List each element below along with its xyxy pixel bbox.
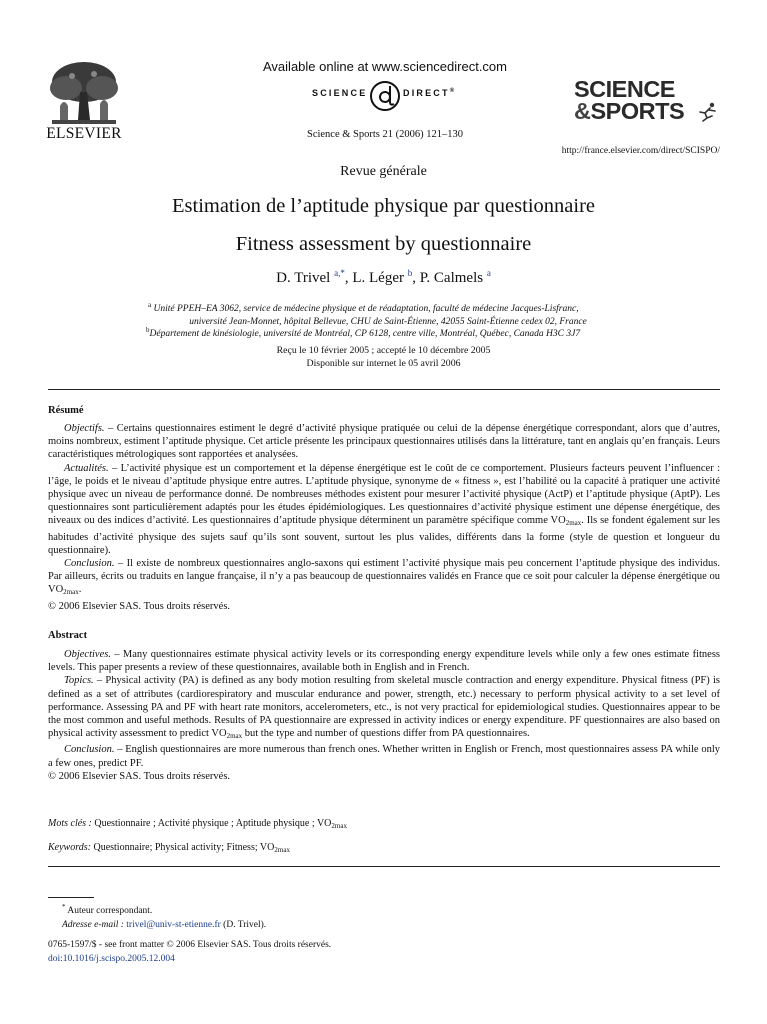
resume-objectifs: Objectifs. – Certains questionnaires estiment le degré d’activité physique pratiquée ou celui de la dépense énergétique correspondant, alors que d’autres, moins nombreux, estiment l’aptitude physique. Cet article présente les principaux questionnaires utilisés dans la littérature, tant en anglais qu’en français. Leurs caractéristiques métrologiques sont rapportées et analysées. bbox=[48, 423, 720, 461]
journal-reference: Science & Sports 21 (2006) 121–130 bbox=[306, 129, 464, 140]
resume-copyright: © 2006 Elsevier SAS. Tous droits réservés. bbox=[48, 600, 231, 612]
abstract-body bbox=[48, 648, 720, 783]
abstract-topics: Topics. – Physical activity (PA) is defined as any body motion resulting from skeletal muscle contraction and energy expenditure. Physical fitness (PF) is defined as a set of attributes (cardiorespiratory and muscular endurance and power, strength, etc.) necessary to perform physical activity to a set level of performance. Assessing PA and PF with heart rate monitors, accelerometers, etc., is not very practical for epidemiological studies. Questionnaires appear to be the most common and useful methods. Results of PA questionnaire are expressed in activity indices or energy expenditure. PF questionnaires are also based on physical activity assessment to predict $VO_{2max}$ but the type and number of questions differ from PA questionnaires. bbox=[48, 675, 720, 741]
corresponding-author-footnote: * Auteur correspondant. Adresse e-mail : trivel@univ-st-etienne.fr (D. Trivel). bbox=[62, 903, 267, 930]
article-title-french: Estimation de l’aptitude physique par questionnaire bbox=[172, 195, 595, 217]
resume-actualites: Actualités. – L’activité physique est un comportement et la dépense énergétique est le coût de ce comportement. Plusieurs facteurs peuvent l’influencer : l’âge, le poids et le niveau d’aptitude physique entre autres. L’aptitude physique, synonyme de « fitness », est l’habilité ou la capacité à pratiquer une activité physique avec un niveau de performance donné. De nombreuses méthodes existent pour mesurer l’activité physique (ActP) et l’aptitude physique (AptP). Les questionnaires sont particulièrement adaptés pour les études épidémiologiques. Les questionnaires d’activité physique estiment une dépense énergétique, des niveaux ou des indices d’activité. Les questionnaires d’aptitude physique déterminent un paramètre spécifique comme $VO_{2max}$. Ils se fondent également sur les habitudes d’activité physique des sujets sauf qu’ils sont souvent, surtout les plus valides, différents dans la forme (style de question et longueur du questionnaire). bbox=[48, 462, 720, 556]
article-dates bbox=[0, 345, 767, 370]
author-name: L. Léger bbox=[352, 270, 404, 286]
divider bbox=[48, 389, 720, 390]
author-affiliation-mark[interactable]: a,* bbox=[334, 268, 345, 278]
resume-conclusion: Conclusion. – Il existe de nombreux questionnaires anglo-saxons qui estiment l’activité physique mais peu concernent l’aptitude physique des individus. Par ailleurs, écrits ou traduits en langue française, il n’y a pas beaucoup de questionnaires validés en France que ce soit pour calculer la dépense énergétique ou $VO_{2max}$. bbox=[48, 558, 720, 597]
article-title-english: Fitness assessment by questionnaire bbox=[235, 233, 532, 255]
sciencedirect-right: DIRECT® bbox=[403, 88, 457, 98]
author-affiliation-mark[interactable]: b bbox=[407, 268, 413, 278]
front-matter bbox=[48, 939, 331, 966]
author-name: D. Trivel bbox=[276, 270, 331, 286]
front-matter-text: 0765-1597/$ - see front matter © 2006 Elsevier SAS. Tous droits réservés. bbox=[48, 940, 332, 950]
affiliation-b bbox=[146, 324, 646, 341]
available-online-text[interactable]: Available online at www.sciencedirect.com bbox=[263, 59, 507, 74]
resume-body bbox=[48, 422, 720, 613]
received-date: Reçu le 10 février 2005 ; accepté le 10 décembre 2005 bbox=[276, 345, 491, 356]
section-type: Revue générale bbox=[340, 164, 427, 179]
sciencedirect-logo bbox=[200, 78, 570, 114]
abstract-copyright: © 2006 Elsevier SAS. Tous droits réservés. bbox=[48, 770, 231, 782]
divider bbox=[48, 866, 720, 867]
online-date: Disponible sur internet le 05 avril 2006 bbox=[306, 357, 461, 369]
affiliation-text: Unité PPEH–EA 3062, service de médecine physique et de réadaptation, faculté de médecine Jacques-Lisfranc, bbox=[153, 304, 579, 315]
affiliation-text: Département de kinésiologie, université de Montréal, CP 6128, centre ville, Montréal, Québec, Canada H3C 3J7 bbox=[149, 329, 581, 340]
footnote-star: * bbox=[62, 903, 66, 911]
logo-line-science: SCIENCE bbox=[574, 76, 675, 102]
resume-heading: Résumé bbox=[48, 405, 84, 416]
keywords-english: Keywords: Questionnaire; Physical activity; Fitness; $VO_{2max}$ bbox=[48, 842, 290, 854]
affiliation-text: université Jean-Monnet, hôpital Bellevue, CHU de Saint-Étienne, 42055 Saint-Étienne cedex 02, France bbox=[189, 316, 587, 327]
abstract-objectives: Objectives. – Many questionnaires estimate physical activity levels or its corresponding energy expenditure levels while only a few ones estimate fitness levels. This paper presents a review of these questionnaires, available both in English and in French. bbox=[48, 649, 720, 674]
abstract-conclusion: Conclusion. – English questionnaires are more numerous than french ones. Whether written in English or French, most questionnaires assess PA while only a few ones, predict PF. bbox=[48, 744, 720, 769]
doi-link[interactable]: doi:10.1016/j.scispo.2005.12.004 bbox=[48, 953, 175, 964]
affiliation-mark: b bbox=[146, 326, 150, 334]
publisher-name: ELSEVIER bbox=[46, 125, 122, 142]
sciencedirect-at-icon bbox=[368, 78, 402, 114]
author-list: D. Trivel $^{a,*}$, L. Léger $^b$, P. Calmels $^a$ bbox=[276, 268, 491, 286]
abstract-heading: Abstract bbox=[48, 630, 88, 641]
sciencedirect-left: SCIENCE bbox=[312, 88, 368, 98]
footnote-rule bbox=[48, 897, 94, 898]
author-email-link[interactable]: trivel@univ-st-etienne.fr bbox=[126, 919, 221, 930]
author-affiliation-mark[interactable]: a bbox=[486, 268, 491, 278]
elsevier-tree-logo bbox=[42, 58, 124, 130]
affiliation-mark: a bbox=[148, 301, 152, 309]
journal-url[interactable]: http://france.elsevier.com/direct/SCISPO/ bbox=[561, 146, 720, 156]
author-name: P. Calmels bbox=[419, 270, 484, 286]
science-sports-logo bbox=[574, 78, 724, 122]
runner-icon bbox=[696, 102, 718, 122]
keywords-french: Mots clés : Questionnaire ; Activité physique ; Aptitude physique ; $VO_{2max}$ bbox=[48, 818, 347, 830]
logo-line-sports: &SPORTS bbox=[574, 98, 685, 124]
